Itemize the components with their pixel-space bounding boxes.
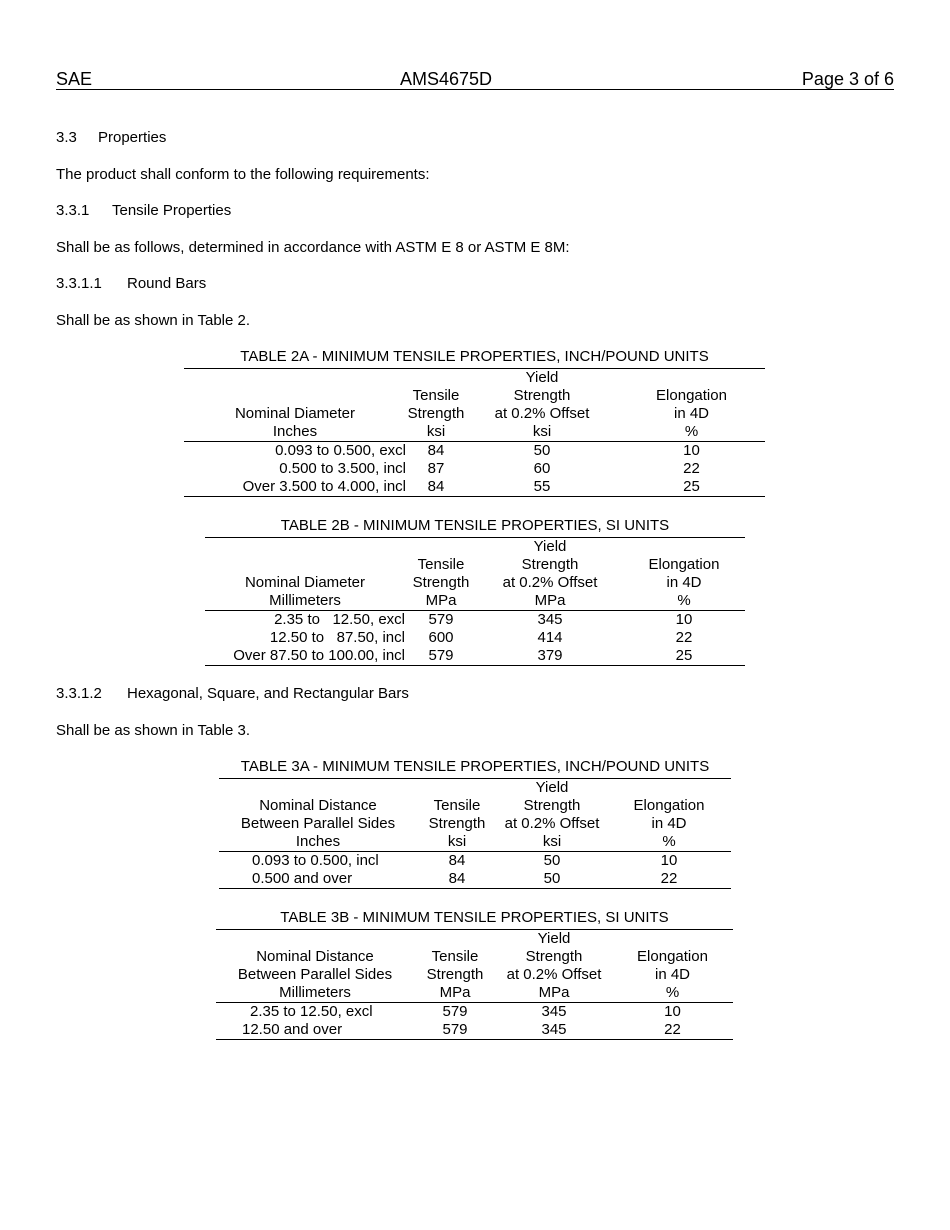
header-cell: Nominal Distance <box>259 797 377 814</box>
header-cell <box>184 369 406 388</box>
header-cell <box>216 930 414 949</box>
cell: 84 <box>427 442 445 459</box>
header-cell: Elongation <box>633 797 705 814</box>
header-cell: Strength <box>412 574 470 591</box>
header-cell: Nominal Distance <box>256 948 374 965</box>
cell: 87 <box>427 460 445 477</box>
header-cell <box>612 930 733 949</box>
cell: 10 <box>664 1003 681 1020</box>
header-cell: Nominal Diameter <box>234 405 356 422</box>
header-cell: Tensile <box>433 797 481 814</box>
cell: Over 87.50 to 100.00, incl <box>233 647 405 664</box>
cell: 84 <box>427 478 445 495</box>
header-cell <box>607 779 731 798</box>
section-3-3-heading <box>56 129 166 147</box>
cell: 579 <box>442 1021 468 1038</box>
section-3-3-text: The product shall conform to the following requirements: <box>56 166 430 183</box>
cell: 22 <box>675 629 693 646</box>
header-cell: ksi <box>417 833 497 852</box>
cell: 50 <box>543 852 561 869</box>
cell: 2.35 to 12.50, excl <box>250 1003 373 1020</box>
cell: 22 <box>664 1021 681 1038</box>
table-row <box>216 1003 733 1022</box>
table-title: TABLE 2B - MINIMUM TENSILE PROPERTIES, SI UNITS <box>280 517 670 534</box>
header-page-number: Page 3 of 6 <box>801 69 894 89</box>
header-cell: at 0.2% Offset <box>494 405 590 422</box>
header-cell: Inches <box>219 833 417 852</box>
cell: 0.093 to 0.500, incl <box>252 852 379 869</box>
cell: 84 <box>448 852 466 869</box>
table-row <box>219 870 731 889</box>
cell: 414 <box>537 629 563 646</box>
header-cell: Inches <box>184 423 406 442</box>
header-cell: ksi <box>466 423 618 442</box>
header-cell: Strength <box>525 948 583 965</box>
cell: 22 <box>660 870 678 887</box>
table-row <box>205 629 745 647</box>
header-cell: Between Parallel Sides <box>237 966 393 983</box>
section-3-3-1-1-heading <box>56 275 206 293</box>
header-cell: in 4D <box>654 966 691 983</box>
table-row <box>184 460 765 478</box>
header-cell: Tensile <box>417 556 465 573</box>
table-3a <box>219 758 731 889</box>
cell: 12.50 to 87.50, incl <box>269 629 405 646</box>
cell: 50 <box>533 442 551 459</box>
section-3-3-1-text: Shall be as follows, determined in accordance with ASTM E 8 or ASTM E 8M: <box>56 239 570 256</box>
section-title: Tensile Properties <box>112 202 232 219</box>
header-cell <box>406 369 466 388</box>
header-cell: ksi <box>406 423 466 442</box>
cell: 22 <box>683 460 700 477</box>
table-2a <box>184 348 765 497</box>
cell: 600 <box>428 629 454 646</box>
section-3-3-1-heading <box>56 202 231 220</box>
section-title: Round Bars <box>127 275 207 292</box>
section-number: 3.3.1 <box>56 202 90 219</box>
header-cell: Yield <box>533 538 567 555</box>
cell: 25 <box>675 647 693 664</box>
header-cell: MPa <box>477 592 623 611</box>
header-cell <box>417 779 497 798</box>
section-3-3-1-2-heading <box>56 685 409 703</box>
header-cell: Elongation <box>656 387 727 404</box>
header-cell: in 4D <box>666 574 702 591</box>
header-cell: % <box>607 833 731 852</box>
header-cell: at 0.2% Offset <box>502 574 598 591</box>
section-3-3-1-1-text: Shall be as shown in Table 2. <box>56 312 251 329</box>
cell: 10 <box>675 611 693 628</box>
header-cell: Yield <box>537 930 571 947</box>
header-cell: MPa <box>414 984 496 1003</box>
table-2b <box>205 517 745 666</box>
header-cell: Yield <box>535 779 569 796</box>
cell: 10 <box>660 852 678 869</box>
section-number: 3.3.1.1 <box>56 275 102 292</box>
table-3b <box>216 909 733 1040</box>
section-3-3-1-2-text: Shall be as shown in Table 3. <box>56 722 251 739</box>
table-row <box>205 611 745 630</box>
header-cell: in 4D <box>651 815 687 832</box>
cell: 579 <box>442 1003 468 1020</box>
header-cell: Strength <box>513 387 571 404</box>
cell: Over 3.500 to 4.000, incl <box>242 478 406 495</box>
header-cell: Millimeters <box>216 984 414 1003</box>
header-cell: ksi <box>497 833 607 852</box>
cell: 379 <box>537 647 563 664</box>
header-cell: at 0.2% Offset <box>504 815 600 832</box>
section-number: 3.3.1.2 <box>56 685 102 702</box>
cell: 84 <box>448 870 466 887</box>
table-row <box>184 478 765 497</box>
header-org: SAE <box>56 69 93 89</box>
header-cell <box>205 556 405 574</box>
cell: 55 <box>533 478 551 495</box>
header-cell: Between Parallel Sides <box>240 815 396 832</box>
header-cell: MPa <box>405 592 477 611</box>
header-cell: Nominal Diameter <box>244 574 366 591</box>
cell: 0.500 and over <box>252 870 353 887</box>
table-title: TABLE 3A - MINIMUM TENSILE PROPERTIES, INCH/POUND UNITS <box>240 758 710 775</box>
cell: 25 <box>683 478 700 495</box>
header-cell: at 0.2% Offset <box>506 966 602 983</box>
cell: 2.35 to 12.50, excl <box>274 611 405 628</box>
header-cell <box>405 538 477 557</box>
header-cell: % <box>623 592 745 611</box>
cell: 345 <box>537 611 563 628</box>
table-title: TABLE 2A - MINIMUM TENSILE PROPERTIES, INCH/POUND UNITS <box>240 348 709 365</box>
header-cell: % <box>618 423 765 442</box>
page-header <box>56 69 894 90</box>
section-number: 3.3 <box>56 129 77 146</box>
header-cell: MPa <box>496 984 612 1003</box>
section-title: Properties <box>98 129 167 146</box>
header-cell <box>414 930 496 949</box>
cell: 10 <box>683 442 700 459</box>
header-cell: Elongation <box>648 556 720 573</box>
header-cell <box>219 779 417 798</box>
cell: 345 <box>541 1021 567 1038</box>
header-cell: Elongation <box>637 948 708 965</box>
header-doc-number: AMS4675D <box>400 69 493 89</box>
header-cell: Strength <box>521 556 579 573</box>
header-cell: Strength <box>428 815 486 832</box>
header-cell: % <box>612 984 733 1003</box>
header-cell: Tensile <box>431 948 479 965</box>
table-row <box>184 442 765 461</box>
header-cell <box>618 369 765 388</box>
cell: 50 <box>543 870 561 887</box>
table-row <box>219 852 731 871</box>
cell: 345 <box>541 1003 567 1020</box>
header-cell <box>205 538 405 557</box>
table-row <box>205 647 745 666</box>
table-row <box>216 1021 733 1040</box>
table-title: TABLE 3B - MINIMUM TENSILE PROPERTIES, SI UNITS <box>280 909 669 926</box>
header-cell: Strength <box>407 405 465 422</box>
header-cell <box>623 538 745 557</box>
header-cell <box>184 387 406 405</box>
header-cell: Strength <box>523 797 581 814</box>
header-cell: Tensile <box>412 387 460 404</box>
header-cell: Millimeters <box>205 592 405 611</box>
header-cell: Strength <box>426 966 484 983</box>
cell: 12.50 and over <box>242 1021 343 1038</box>
cell: 579 <box>428 647 454 664</box>
section-title: Hexagonal, Square, and Rectangular Bars <box>127 685 409 702</box>
cell: 60 <box>533 460 551 477</box>
header-cell: in 4D <box>673 405 710 422</box>
cell: 0.500 to 3.500, incl <box>279 460 406 477</box>
cell: 579 <box>428 611 454 628</box>
cell: 0.093 to 0.500, excl <box>275 442 406 459</box>
header-cell: Yield <box>525 369 559 386</box>
